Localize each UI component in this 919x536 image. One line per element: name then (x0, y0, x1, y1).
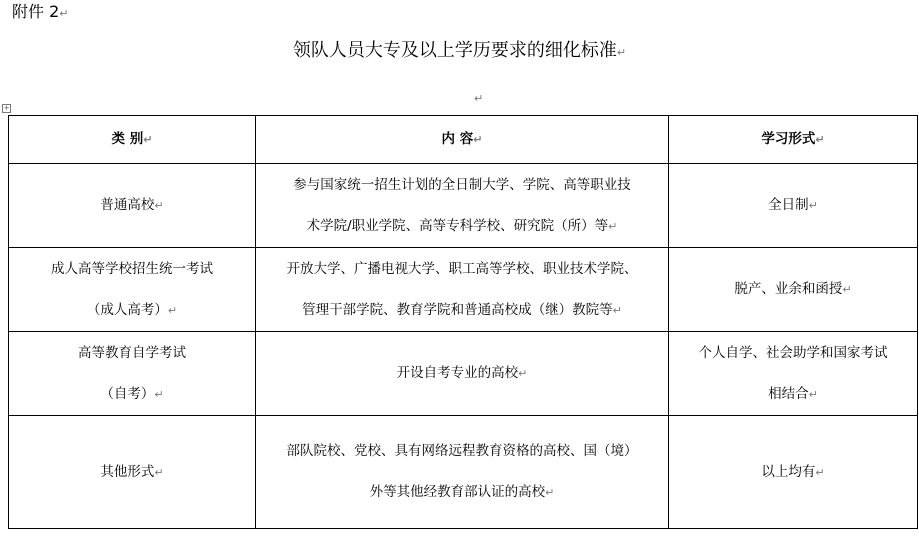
table-row (9, 164, 918, 248)
table-header-row (9, 116, 918, 164)
content-cell (256, 248, 669, 332)
cell-text-line: 普通高校↵ (100, 197, 164, 213)
paragraph-mark-icon: ↵ (612, 303, 622, 317)
paragraph-mark-icon: ↵ (545, 486, 555, 499)
attachment-label: 附件 2↵ (12, 2, 69, 21)
cell-text-line: 脱产、业余和函授↵ (734, 281, 852, 297)
paragraph-mark-icon: ↵ (154, 387, 164, 401)
paragraph-mark-icon: ↵ (473, 133, 483, 146)
paragraph-mark-icon: ↵ (808, 199, 818, 212)
table-row (9, 248, 918, 332)
cell-text-line: 部队院校、党校、具有网络远程教育资格的高校、国（境） (286, 443, 638, 459)
cell-text-line: 术学院/职业学院、高等专科学校、研究院（所）等↵ (306, 217, 618, 234)
paragraph-mark-icon: ↵ (608, 219, 618, 233)
cell-text-line: 个人自学、社会助学和国家考试 (698, 344, 888, 361)
content-cell (256, 416, 669, 529)
cell-text-line: 开设自考专业的高校↵ (396, 365, 528, 381)
paragraph-mark-icon: ↵ (842, 283, 852, 296)
category-cell (9, 164, 256, 248)
category-cell (9, 248, 256, 332)
paragraph-mark-icon: ↵ (167, 303, 178, 317)
category-cell (9, 332, 256, 416)
paragraph-mark-icon: ↵ (143, 133, 153, 146)
cell-text-line: 高等教育自学考试 (78, 344, 186, 361)
paragraph-mark-icon: ↵ (808, 387, 818, 401)
cell-text-line: 开放大学、广播电视大学、职工高等学校、职业技术学院、 (286, 260, 638, 277)
cell-text-line: 管理干部学院、教育学院和普通高校成（继）教院等↵ (302, 301, 622, 318)
header-category: 类 别↵ (9, 116, 256, 164)
paragraph-mark-icon: ↵ (154, 465, 164, 479)
standards-table (8, 115, 918, 529)
study-form-cell (669, 164, 918, 248)
paragraph-mark-icon: ↵ (815, 133, 825, 146)
cell-text-line: 成人高等学校招生统一考试 (51, 260, 213, 277)
paragraph-mark-icon: ↵ (154, 199, 164, 212)
study-form-cell (669, 248, 918, 332)
cell-text-line: 其他形式↵ (100, 463, 164, 480)
cell-text-line: 参与国家统一招生计划的全日制大学、学院、高等职业技 (293, 176, 631, 193)
cell-text-line: 外等其他经教育部认证的高校↵ (369, 484, 555, 500)
table-move-handle-icon[interactable]: + (3, 104, 10, 112)
cell-text-line: 以上均有↵ (761, 463, 825, 480)
header-content: 内 容↵ (256, 116, 669, 164)
paragraph-mark-icon: ↵ (59, 7, 69, 20)
paragraph-mark-icon: ↵ (616, 46, 627, 59)
cell-text-line: （成人高考）↵ (86, 301, 178, 318)
cell-text-line: （自考）↵ (100, 385, 164, 402)
document-title: 领队人员大专及以上学历要求的细化标准↵ (292, 40, 627, 61)
content-cell (256, 164, 669, 248)
paragraph-mark-icon: ↵ (518, 367, 528, 380)
study-form-cell (669, 416, 918, 529)
paragraph-mark-icon: ↵ (474, 92, 484, 105)
cell-text-line: 全日制↵ (768, 197, 818, 213)
content-cell (256, 332, 669, 416)
table-row (9, 416, 918, 529)
paragraph-mark-icon: ↵ (815, 465, 825, 479)
study-form-cell (669, 332, 918, 416)
category-cell (9, 416, 256, 529)
cell-text-line: 相结合↵ (768, 385, 818, 402)
header-study-form: 学习形式↵ (669, 116, 918, 164)
table-row (9, 332, 918, 416)
